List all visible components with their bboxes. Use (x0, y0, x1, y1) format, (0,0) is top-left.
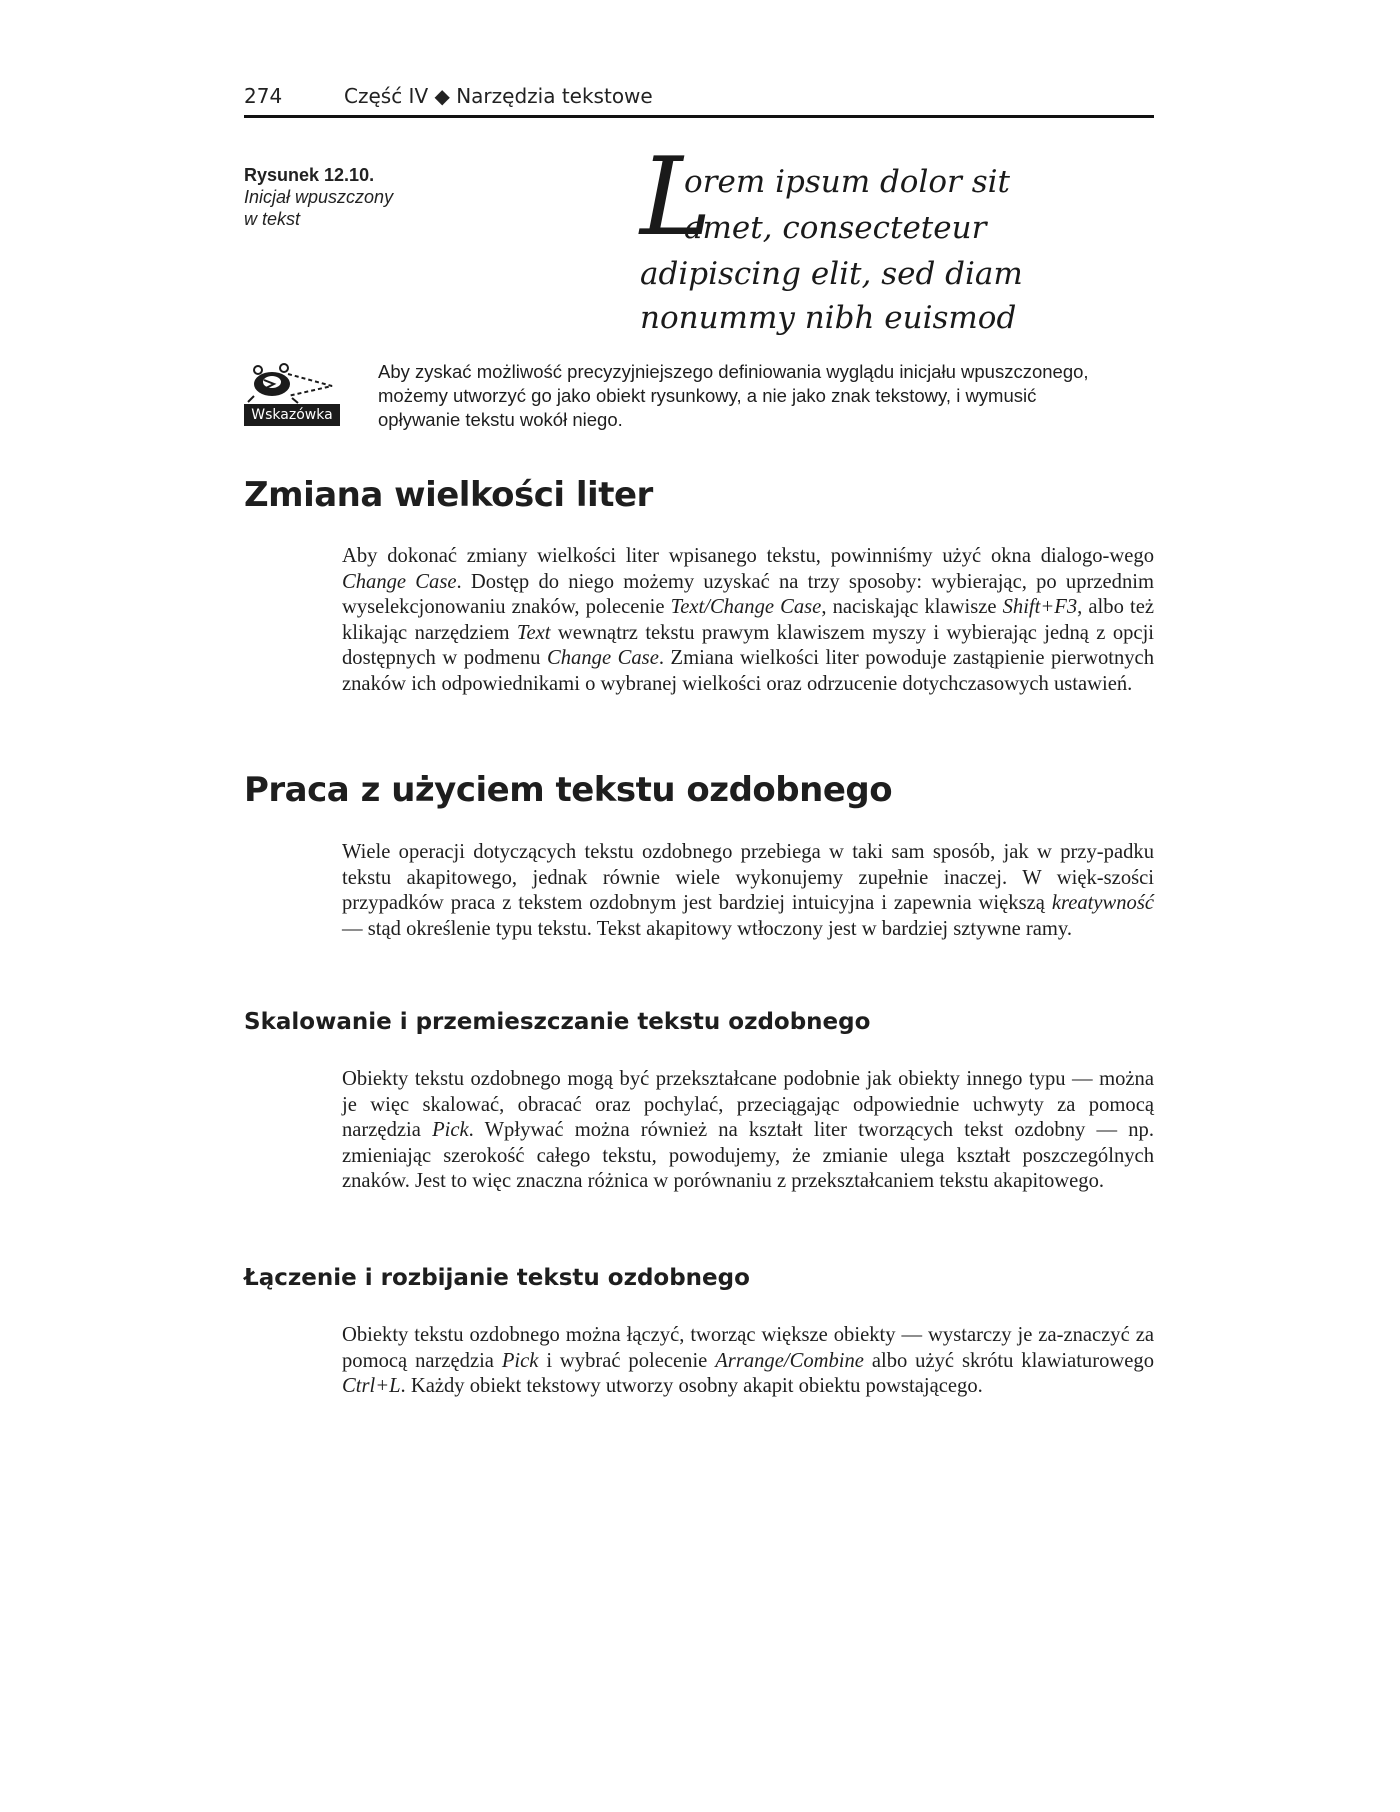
figure-caption (244, 164, 444, 230)
figure-label: Rysunek 12.10. (244, 165, 375, 185)
tip-text-line: możemy utworzyć go jako obiekt rysunkowy, a nie jako znak tekstowy, i wymusić (378, 385, 1037, 406)
page-number: 274 (244, 84, 283, 108)
body-paragraph: Aby dokonać zmiany wielkości liter wpisanego tekstu, powinniśmy użyć okna dialogo-wego Change Case. Dostęp do niego możemy uzyskać na trzy sposoby: wybierając, po uprzednim wyselekcjonowaniu znaków, polecenie Text/Change Case, naciskając klawisze Shift+F3, albo też klikając narzędziem Text wewnątrz tekstu prawym klawiszem myszy i wybierając jedną z opcji dostępnych w podmenu Change Case. Zmiana wielkości liter powoduje zastąpienie pierwotnych znaków ich odpowiednikami o wybranej wielkości oraz odrzucenie dotychczasowych ustawień. (342, 545, 1155, 695)
header-rule (244, 115, 1154, 118)
figure-description-line: w tekst (244, 209, 301, 229)
section-heading: Praca z użyciem tekstu ozdobnego (244, 770, 893, 810)
figure-sample-line: nonummy nibh euismod (640, 300, 1017, 336)
dropcap-letter: L (640, 135, 712, 260)
tip-box (244, 360, 1154, 440)
subsection-heading: Łączenie i rozbijanie tekstu ozdobnego (244, 1265, 750, 1291)
dropcap-figure (640, 135, 1023, 336)
figure-sample-line: amet, consecteteur (684, 210, 987, 246)
body-paragraph: Obiekty tekstu ozdobnego mogą być przekształcane podobnie jak obiekty innego typu — można je więc skalować, obracać oraz pochylać, przeciągając odpowiednie uchwyty za pomocą narzędzia Pick. Wpływać można również na kształt liter tworzących tekst ozdobny — np. zmieniając szerokość całego tekstu, powodujemy, że zmianie ulega kształt poszczególnych znaków. Jest to więc znaczna różnica w porównaniu z przekształcaniem tekstu akapitowego. (342, 1068, 1154, 1193)
tip-text-line: opływanie tekstu wokół niego. (378, 409, 623, 430)
body-paragraph: Wiele operacji dotyczących tekstu ozdobnego przebiega w taki sam sposób, jak w przy-padku tekstu akapitowego, jednak równie wiele wykonujemy zupełnie inaczej. W więk-szości przypadków praca z tekstem ozdobnym jest bardziej intuicyjna i zapewnia większą kreatywność — stąd określenie typu tekstu. Tekst akapitowy wtłoczony jest w bardziej sztywne ramy. (342, 841, 1154, 940)
section-heading: Zmiana wielkości liter (244, 475, 653, 515)
figure-sample-line: orem ipsum dolor sit (684, 164, 1010, 200)
body-paragraph: Obiekty tekstu ozdobnego można łączyć, tworząc większe obiekty — wystarczy je za-znaczyć za pomocą narzędzia Pick i wybrać polecenie Arrange/Combine albo użyć skrótu klawiaturowego Ctrl+L. Każdy obiekt tekstowy utworzy osobny akapit obiektu powstającego. (342, 1324, 1154, 1398)
figure-sample-line: adipiscing elit, sed diam (640, 256, 1023, 292)
tip-text-line: Aby zyskać możliwość precyzyjniejszego definiowania wyglądu inicjału wpuszczonego, (378, 361, 1089, 382)
subsection-heading: Skalowanie i przemieszczanie tekstu ozdobnego (244, 1009, 871, 1035)
figure-description-line: Inicjał wpuszczony (244, 187, 394, 207)
tip-label: Wskazówka (244, 404, 340, 426)
tip-text (378, 360, 1154, 432)
running-head (244, 84, 1152, 114)
part-title: Część IV ◆ Narzędzia tekstowe (344, 84, 653, 108)
